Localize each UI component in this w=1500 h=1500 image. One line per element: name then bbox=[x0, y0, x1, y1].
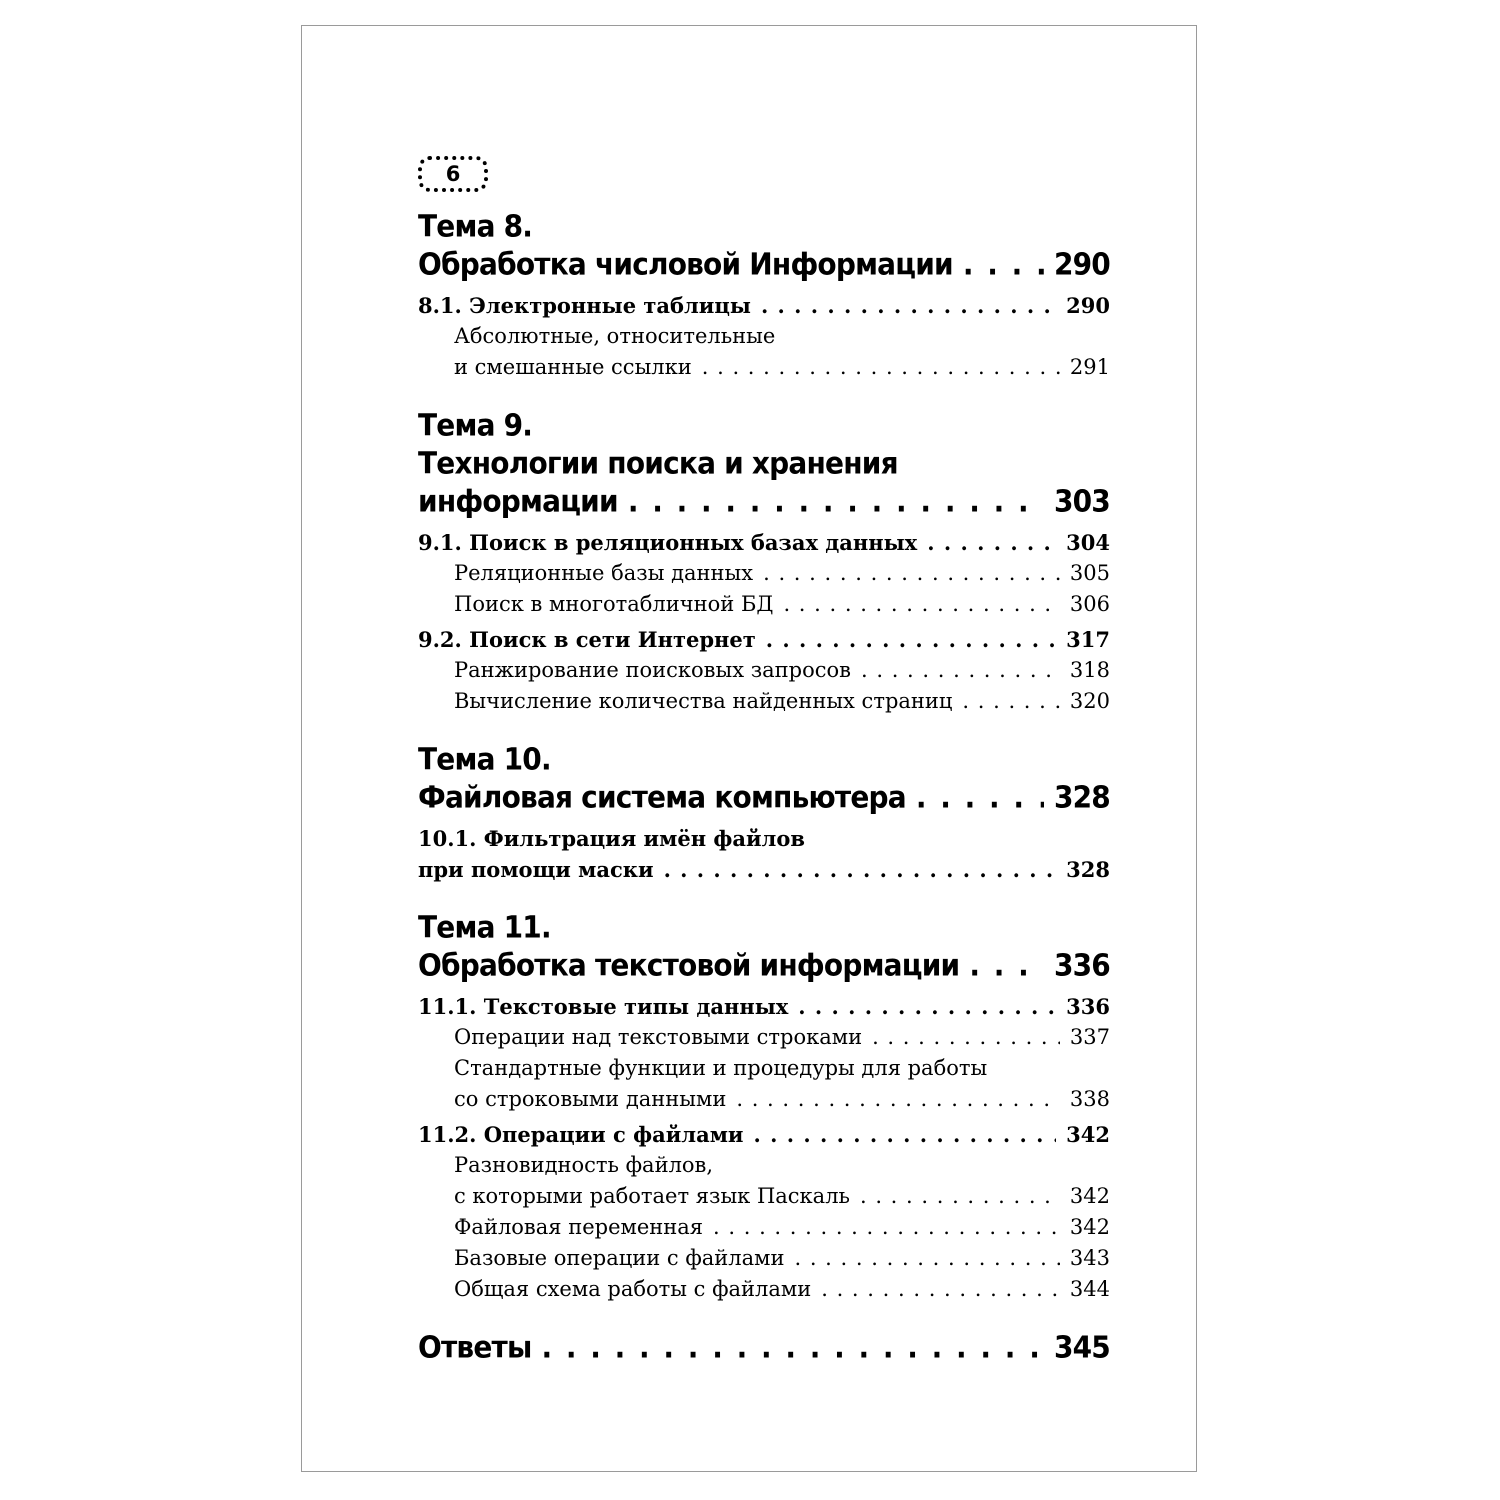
theme-title-line1: Технологии поиска и хранения bbox=[418, 445, 898, 482]
leader-dots bbox=[963, 244, 1044, 285]
toc-section-11-2[interactable]: 11.2. Операции с файлами . . . 342 bbox=[418, 1119, 1110, 1150]
toc-theme-9 bbox=[418, 407, 1110, 717]
toc-section-9-2[interactable]: 9.2. Поиск в сети Интернет . . . 317 bbox=[418, 624, 1110, 655]
leader-dots bbox=[628, 481, 1044, 522]
leader-dots bbox=[916, 777, 1044, 818]
theme-title-entry[interactable] bbox=[418, 481, 1110, 522]
toc-item[interactable]: Реляционные базы данных . . . 305 bbox=[418, 558, 1110, 589]
theme-page: 303 bbox=[1053, 483, 1110, 520]
toc-answers bbox=[418, 1329, 1110, 1367]
toc-item[interactable]: Поиск в многотабличной БД . . . 306 bbox=[418, 589, 1110, 620]
toc-item[interactable]: Абсолютные, относительные и смешанные ссылки . . . 291 bbox=[418, 321, 1110, 383]
theme-label: Тема 9. bbox=[418, 407, 533, 444]
leader-dots bbox=[969, 945, 1044, 986]
toc-item[interactable]: Общая схема работы с файлами . . . 344 bbox=[418, 1274, 1110, 1305]
answers-entry[interactable] bbox=[418, 1327, 1110, 1368]
theme-label: Тема 11. bbox=[418, 909, 551, 946]
book-page bbox=[301, 25, 1197, 1472]
theme-title-entry[interactable] bbox=[418, 244, 1110, 285]
toc-item[interactable]: Базовые операции с файлами . . . 343 bbox=[418, 1243, 1110, 1274]
toc-section-8-1[interactable]: 8.1. Электронные таблицы . . . 290 bbox=[418, 290, 1110, 321]
theme-page: 336 bbox=[1053, 947, 1110, 984]
theme-title-entry[interactable] bbox=[418, 945, 1110, 986]
theme-title: Обработка текстовой информации bbox=[418, 947, 960, 984]
toc-item[interactable]: Разновидность файлов, с которыми работает язык Паскаль . . . 342 bbox=[418, 1150, 1110, 1212]
toc-item[interactable]: Ранжирование поисковых запросов . . . 318 bbox=[418, 655, 1110, 686]
toc-theme-8 bbox=[418, 208, 1110, 383]
toc-section-9-1[interactable]: 9.1. Поиск в реляционных базах данных . . . 304 bbox=[418, 527, 1110, 558]
toc-section-11-1[interactable]: 11.1. Текстовые типы данных . . . 336 bbox=[418, 991, 1110, 1022]
toc-item[interactable]: Операции над текстовыми строками . . . 337 bbox=[418, 1022, 1110, 1053]
theme-label: Тема 10. bbox=[418, 741, 551, 778]
theme-title: информации bbox=[418, 483, 618, 520]
theme-page: 290 bbox=[1053, 246, 1110, 283]
theme-title: Обработка числовой Информации bbox=[418, 246, 953, 283]
page-number-badge: 6 bbox=[418, 156, 488, 192]
toc-item[interactable]: Вычисление количества найденных страниц . . . 320 bbox=[418, 686, 1110, 717]
answers-page: 345 bbox=[1053, 1329, 1110, 1366]
theme-label: Тема 8. bbox=[418, 208, 533, 245]
toc-item[interactable]: Файловая переменная . . . 342 bbox=[418, 1212, 1110, 1243]
theme-title-entry[interactable] bbox=[418, 777, 1110, 818]
toc-theme-11 bbox=[418, 909, 1110, 1305]
toc-item[interactable]: Стандартные функции и процедуры для работы со строковыми данными . . . 338 bbox=[418, 1053, 1110, 1115]
answers-title: Ответы bbox=[418, 1329, 532, 1366]
theme-page: 328 bbox=[1053, 779, 1110, 816]
toc-theme-10 bbox=[418, 741, 1110, 885]
toc-section-10-1[interactable]: 10.1. Фильтрация имён файлов при помощи маски . . . 328 bbox=[418, 823, 1110, 885]
table-of-contents bbox=[418, 208, 1110, 1391]
leader-dots bbox=[542, 1327, 1044, 1368]
theme-title: Файловая система компьютера bbox=[418, 779, 906, 816]
